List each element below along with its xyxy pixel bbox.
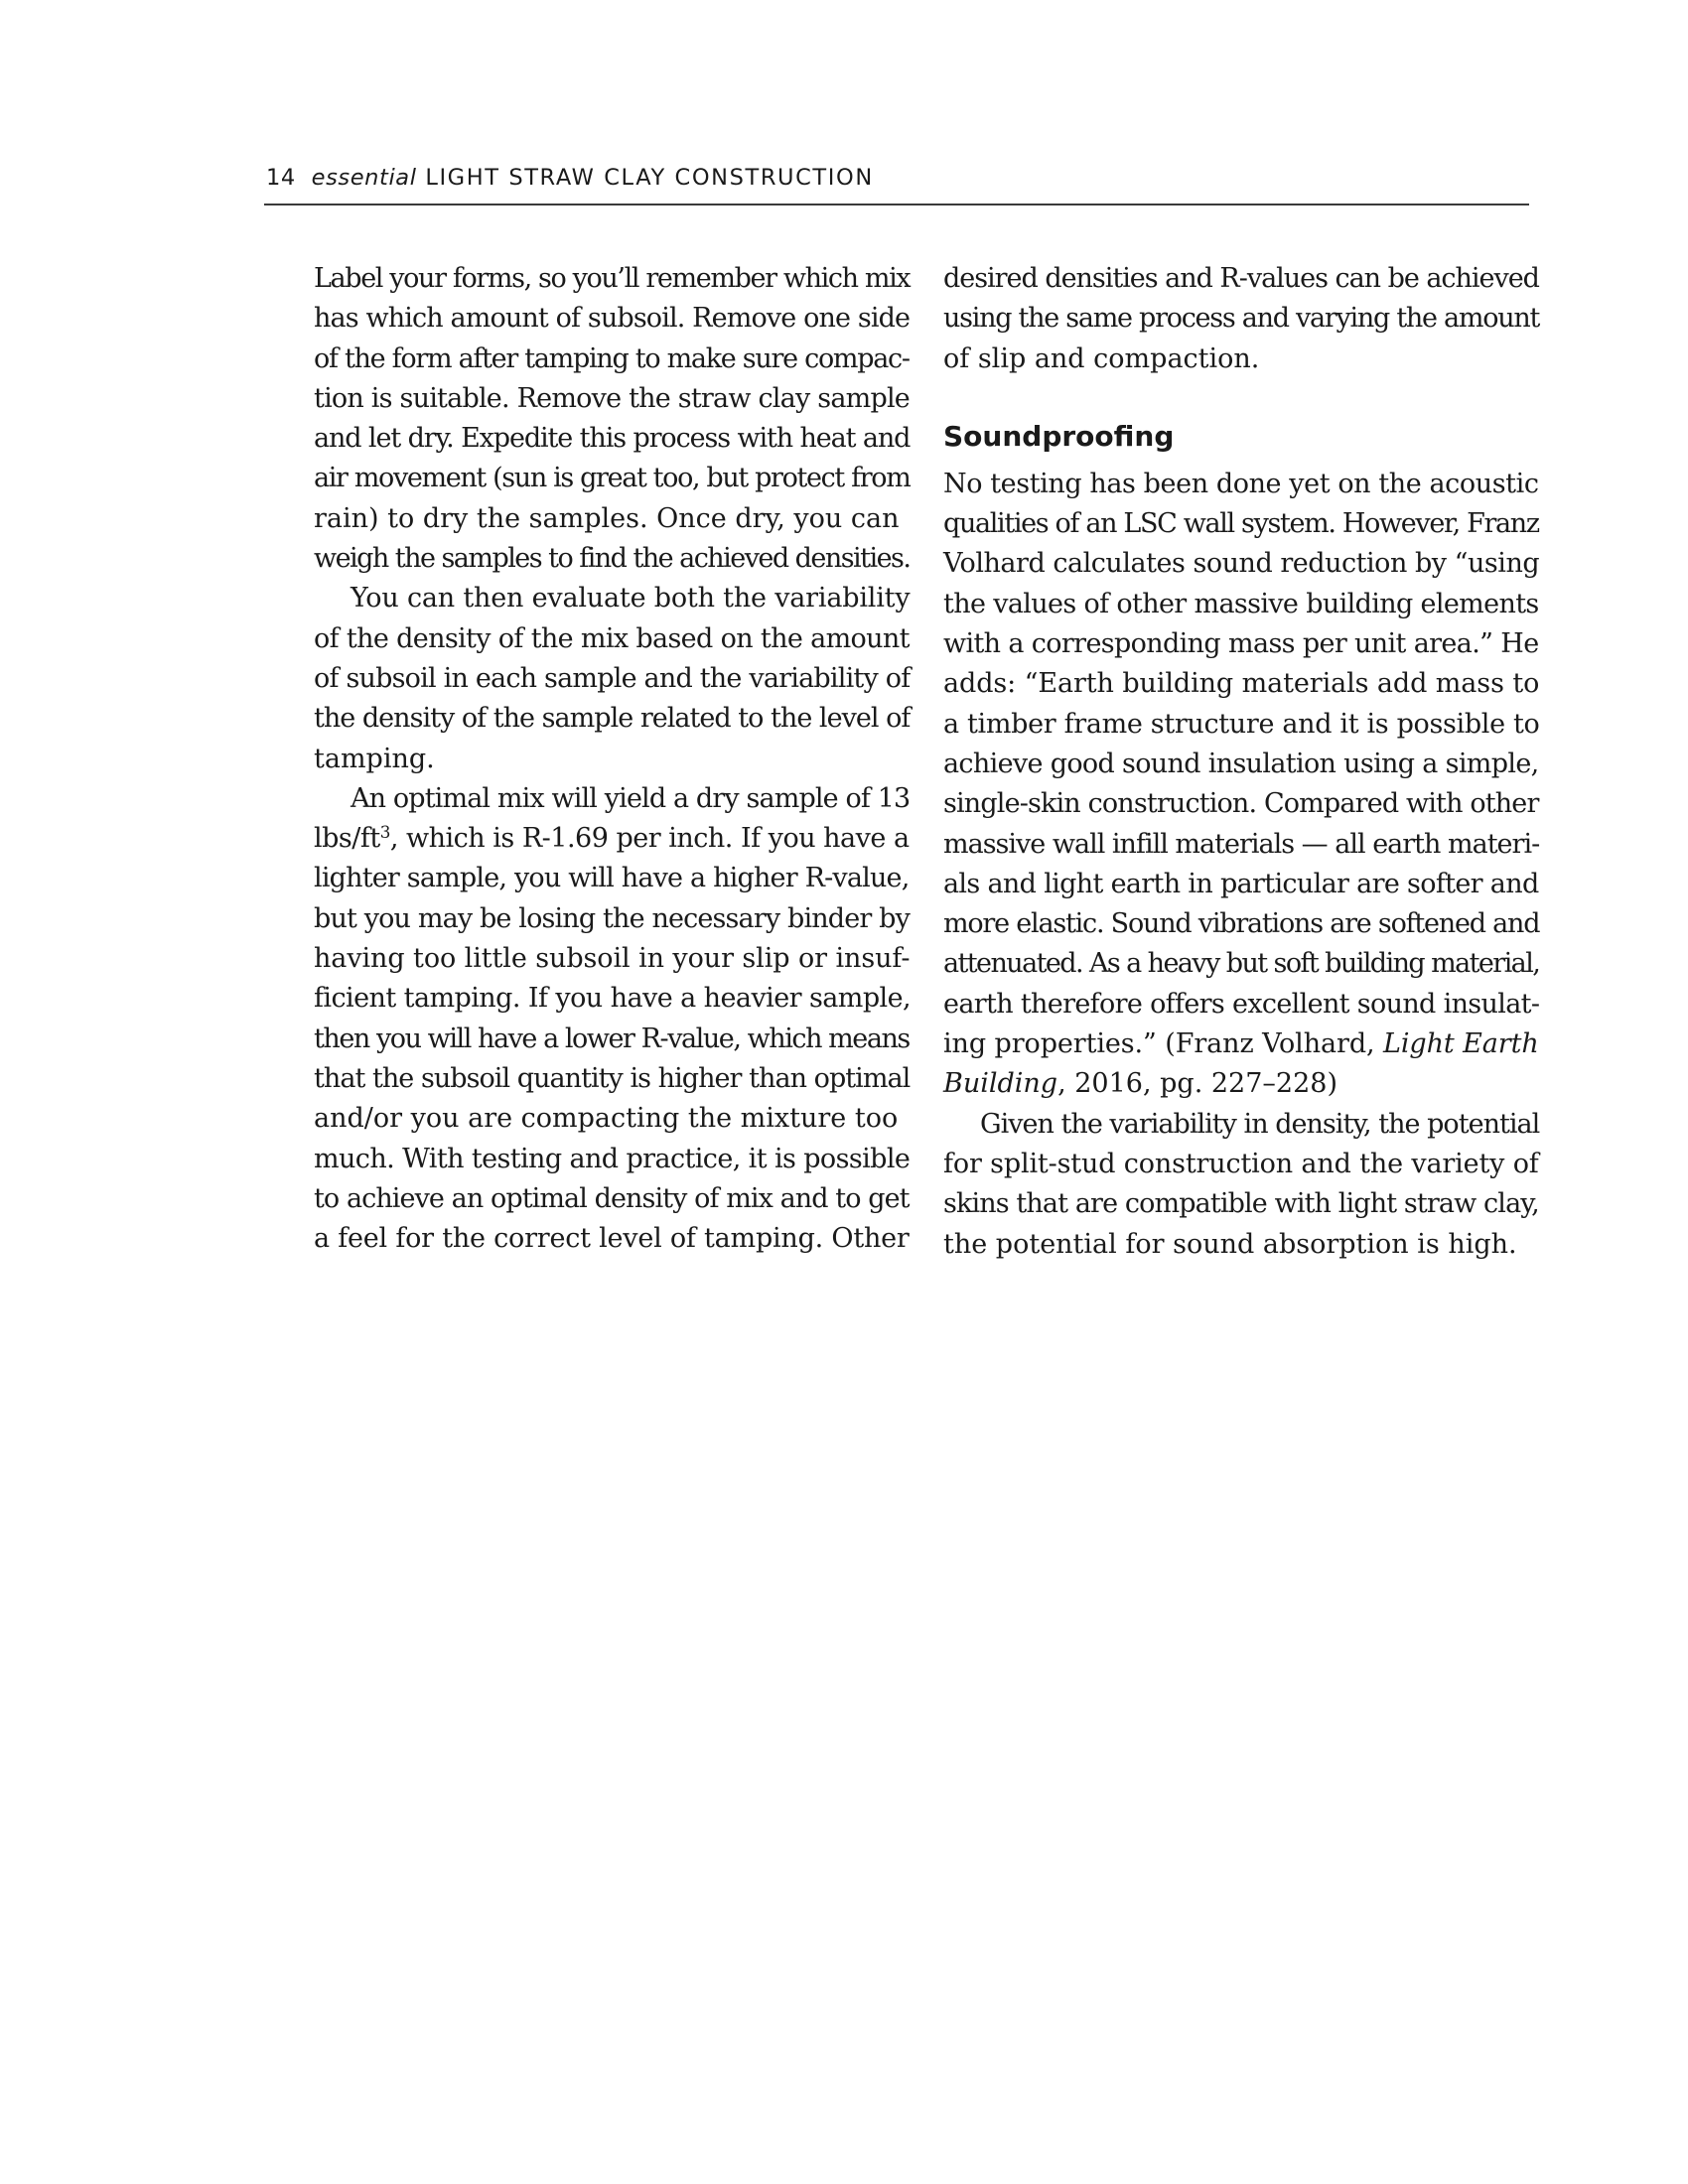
- text-line: that the subsoil quantity is higher than optimal: [314, 1062, 911, 1094]
- text-line: the values of other massive building elements: [943, 588, 1539, 619]
- text-line: You can then evaluate both the variability: [351, 583, 911, 614]
- text-line: tamping.: [314, 743, 435, 774]
- text-line: An optimal mix will yield a dry sample of 13: [351, 782, 911, 814]
- citation-line: [943, 1064, 1539, 1104]
- text-line: als and light earth in particular are softer and: [943, 868, 1539, 899]
- header-rule: [264, 204, 1529, 205]
- paragraph-sound-absorption: [943, 1105, 1539, 1265]
- text-line: rain) to dry the samples. Once dry, you can: [314, 502, 900, 534]
- book-title: LIGHT STRAW CLAY CONSTRUCTION: [425, 165, 874, 191]
- text-line: desired densities and R-values can be achieved: [943, 263, 1539, 294]
- text-line: Label your forms, so you’ll remember which mix: [314, 263, 911, 294]
- right-column: [943, 259, 1539, 1265]
- text-line: to achieve an optimal density of mix and to get: [314, 1182, 910, 1214]
- text-line: of subsoil in each sample and the variability of: [314, 662, 911, 694]
- text-line: tion is suitable. Remove the straw clay sample: [314, 382, 911, 414]
- text-line: much. With testing and practice, it is possible: [314, 1143, 911, 1174]
- unit-base: lbs/ft: [314, 823, 380, 855]
- text-line-with-superscript: [314, 819, 910, 859]
- line-rest: , which is R-1.69 per inch. If you have a: [389, 823, 910, 855]
- text-line: Given the variability in density, the potential: [980, 1108, 1540, 1140]
- text-line: more elastic. Sound vibrations are softened and: [943, 908, 1540, 940]
- text-line: ficient tamping. If you have a heavier sample,: [314, 983, 912, 1015]
- section-heading-soundproofing: Soundproofing: [943, 419, 1175, 453]
- text-line: massive wall infill materials — all earth materi-: [943, 828, 1540, 860]
- text-line: adds: “Earth building materials add mass to: [943, 668, 1540, 700]
- text-line: weigh the samples to find the achieved densities.: [314, 543, 911, 575]
- text-line: with a corresponding mass per unit area.” He: [943, 628, 1539, 660]
- text-line: of the density of the mix based on the amount: [314, 622, 910, 654]
- paragraph-forms: [314, 259, 910, 579]
- citation-line: [943, 1024, 1539, 1064]
- text-line: and let dry. Expedite this process with heat and: [314, 423, 911, 455]
- text-line: skins that are compatible with light straw clay,: [943, 1188, 1539, 1220]
- text-line: the density of the sample related to the level of: [314, 703, 911, 735]
- paragraph-optimal-mix: [314, 779, 910, 1260]
- book-title-citation: Light Earth: [1383, 1028, 1539, 1060]
- paragraph-acoustic: [943, 465, 1539, 1105]
- text-line: having too little subsoil in your slip or insuf-: [314, 943, 911, 975]
- text-line: and/or you are compacting the mixture too: [314, 1103, 899, 1135]
- page-number: 14: [266, 165, 296, 191]
- paragraph-variability: [314, 579, 910, 778]
- text-line: lighter sample, you will have a higher R-value,: [314, 863, 910, 894]
- text-line: attenuated. As a heavy but soft building material,: [943, 948, 1540, 980]
- text-line: earth therefore offers excellent sound insulat-: [943, 988, 1540, 1020]
- running-head: [266, 165, 874, 191]
- left-column: [314, 259, 910, 1259]
- text-line: using the same process and varying the amount: [943, 303, 1540, 335]
- text-line: then you will have a lower R-value, which means: [314, 1023, 910, 1054]
- paragraph-continued: [943, 259, 1539, 379]
- text-line: the potential for sound absorption is high.: [943, 1228, 1517, 1260]
- book-title-citation: Building: [943, 1068, 1058, 1100]
- text-line: qualities of an LSC wall system. However, Franz: [943, 508, 1539, 540]
- text-line: Volhard calculates sound reduction by “using: [943, 548, 1540, 580]
- unit-exponent: 3: [379, 821, 390, 842]
- text-line: single-skin construction. Compared with other: [943, 788, 1539, 820]
- citation-text: , 2016, pg. 227–228): [1057, 1068, 1337, 1100]
- text-line: a feel for the correct level of tamping. Other: [314, 1223, 910, 1255]
- text-line: No testing has been done yet on the acoustic: [943, 468, 1539, 499]
- text-line: has which amount of subsoil. Remove one side: [314, 303, 911, 335]
- text-line: for split-stud construction and the variety of: [943, 1148, 1539, 1179]
- text-line: of slip and compaction.: [943, 342, 1260, 374]
- text-line: a timber frame structure and it is possible to: [943, 708, 1540, 740]
- series-word: essential: [311, 165, 417, 191]
- text-line: but you may be losing the necessary binder by: [314, 902, 911, 934]
- text-line: achieve good sound insulation using a simple,: [943, 748, 1539, 779]
- text-line: of the form after tamping to make sure compac-: [314, 342, 910, 374]
- citation-text: ing properties.” (Franz Volhard,: [943, 1028, 1384, 1060]
- text-line: air movement (sun is great too, but protect from: [314, 463, 911, 494]
